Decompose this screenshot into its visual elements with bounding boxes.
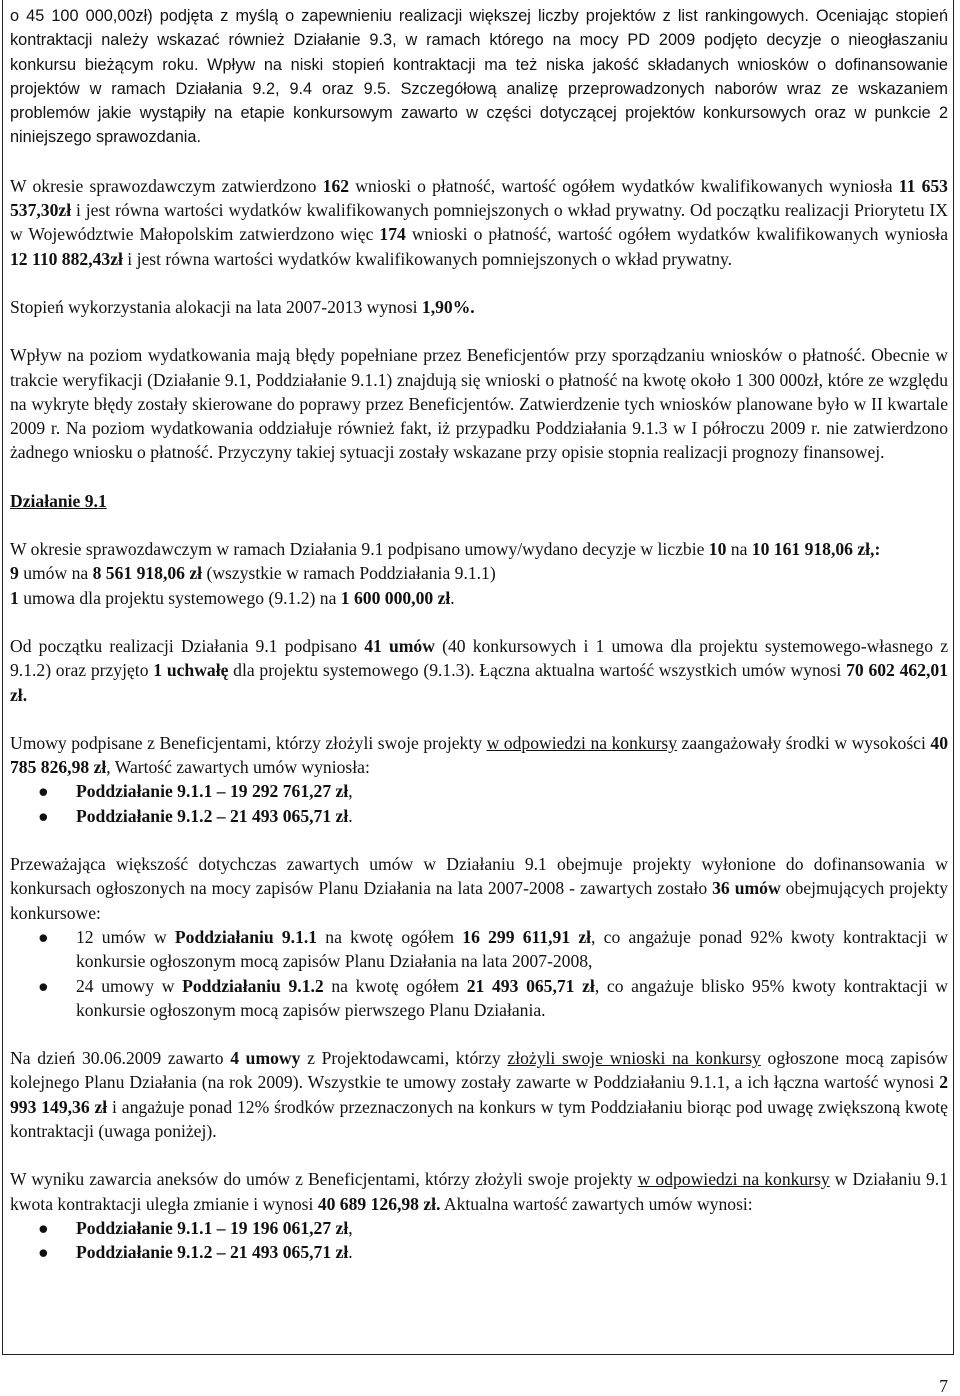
bullet-list [10, 1216, 948, 1265]
underlined-text: w odpowiedzi na konkursy [637, 1169, 830, 1190]
majority-contracts-paragraph [10, 852, 948, 925]
contracts-signed-paragraph [10, 537, 948, 610]
competition-contracts-paragraph [10, 731, 948, 780]
bold-value: 1 600 000,00 zł [340, 587, 451, 608]
text: w Działaniu 9.1 kwota kontraktacji uległa zmianie i wynosi [10, 1169, 948, 1214]
bullet-icon: ● [38, 1217, 49, 1238]
bold-value: 36 umów [712, 878, 781, 899]
bold-value: 174 [379, 224, 406, 245]
text: Na dzień 30.06.2009 zawarto [10, 1048, 231, 1069]
bold-value: 10 [708, 539, 727, 560]
text: zaangażowały środki w wysokości [677, 732, 931, 753]
bold-value: 41 umów [364, 635, 435, 656]
bullet-icon: ● [38, 805, 49, 826]
bold-value: 70 602 462,01 zł. [10, 660, 948, 705]
text: i jest równa wartości wydatków kwalifikowanych pomniejszonych o wkład prywatny. [122, 248, 733, 269]
text: umów na [18, 563, 93, 584]
bold-value: Poddziałaniu 9.1.1 [174, 926, 318, 947]
text: na [726, 539, 752, 560]
bold-value: 8 561 918,06 zł [92, 563, 203, 584]
bold-value: 9 [10, 563, 19, 584]
text: dla projektu systemowego (9.1.3). Łączna aktualna wartość wszystkich umów wynosi [228, 660, 847, 681]
bold-value: 1 uchwałę [153, 660, 229, 681]
bold-value: 4 umowy [230, 1048, 301, 1069]
text: . [450, 587, 455, 608]
text: 12 umów w [76, 926, 175, 947]
text: z Projektodawcami, którzy [300, 1048, 508, 1069]
bold-value: Poddziałanie 9.1.1 – 19 196 061,27 zł [76, 1217, 349, 1238]
text: (40 konkursowych i 1 umowa dla projektu systemowego-własnego z 9.1.2) oraz przyjęto [10, 635, 948, 681]
list-item [10, 1240, 948, 1264]
text: na kwotę ogółem [323, 975, 467, 996]
list-item [10, 925, 948, 974]
text: W wyniku zawarcia aneksów do umów z Beneficjentami, którzy złożyli swoje projekty [10, 1169, 638, 1190]
text: , Wartość zawartych umów wyniosła: [106, 757, 370, 778]
intro-paragraph: o 45 100 000,00zł) podjęta z myślą o zapewnieniu realizacji większej liczby projektów z list rankingowych. Oceniając stopień kontraktacji należy wskazać również Działanie 9.3, w ramach którego na mocy PD 2009 podjęto decyzje o nieogłaszaniu konkursu bieżącym roku. Wpływ na niski stopień kontraktacji ma też niska jakość składanych wniosków o dofinansowanie projektów w ramach Działania 9.2, 9.4 oraz 9.5. Szczegółową analizę przeprowadzonych naborów wraz ze wskazaniem problemów jakie wystąpiły na etapie konkursowym zawarto w części dotyczącej projektów konkursowych oraz w punkcie 2 niniejszego sprawozdania. [10, 7, 948, 147]
text: Umowy podpisane z Beneficjentami, którzy złożyli swoje projekty [10, 732, 487, 753]
text: na kwotę ogółem [317, 926, 463, 947]
annexes-paragraph [10, 1167, 948, 1216]
bold-value: Poddziałanie 9.1.2 – 21 493 065,71 zł [76, 805, 349, 826]
bold-value: 2 993 149,36 zł [10, 1072, 948, 1117]
bullet-list [10, 779, 948, 828]
bullet-icon: ● [38, 781, 49, 802]
document-body [10, 4, 948, 1264]
bold-value: 21 493 065,71 zł [466, 975, 595, 996]
bold-value: 40 689 126,98 zł. [317, 1193, 441, 1214]
text: wnioski o płatność, wartość ogółem wydatków kwalifikowanych wyniosła [349, 175, 899, 196]
total-contracts-paragraph [10, 634, 948, 707]
list-item [10, 1216, 948, 1240]
bold-value: Poddziałanie 9.1.2 – 21 493 065,71 zł [76, 1242, 349, 1263]
list-item [10, 804, 948, 828]
bold-value: 1,90%. [421, 296, 475, 317]
text: Stopień wykorzystania alokacji na lata 2007-2013 wynosi [10, 296, 422, 317]
text: W okresie sprawozdawczym w ramach Działania 9.1 podpisano umowy/wydano decyzje w liczbie [10, 539, 709, 560]
bullet-icon: ● [38, 1242, 49, 1263]
bold-value: 1 [10, 587, 19, 608]
text: i angażuje ponad 12% środków przeznaczonych na konkurs w tym Poddziałaniu biorąc pod uwagę zwiększoną kwotę kontraktacji (uwaga poniżej). [10, 1096, 948, 1141]
bullet-icon: ● [38, 975, 49, 996]
bold-value: Poddziałanie 9.1.1 – 19 292 761,27 zł [76, 781, 349, 802]
text: i jest równa wartości wydatków kwalifikowanych pomniejszonych o wkład prywatny. Od początku realizacji Priorytetu IX w Województwie Małopolskim zatwierdzono więc [10, 200, 948, 245]
text: . [348, 1242, 353, 1263]
text: ogłoszone mocą zapisów kolejnego Planu Działania (na rok 2009). Wszystkie te umowy zostały zawarte w Poddziałaniu 9.1.1, a ich łączna wartość wynosi [10, 1048, 948, 1093]
text: 24 umowy w [76, 975, 183, 996]
underlined-text: w odpowiedzi na konkursy [486, 732, 678, 753]
new-contracts-paragraph [10, 1046, 948, 1143]
text: (wszystkie w ramach Poddziałania 9.1.1) [202, 563, 496, 584]
text: , co angażuje ponad 92% kwoty kontraktacji w konkursie ogłoszonym mocą zapisów Planu Działania na lata 2007-2008, [76, 926, 948, 972]
bold-value: 162 [322, 175, 350, 196]
underlined-text: złożyli swoje wnioski na konkursy [507, 1048, 761, 1069]
spending-errors-paragraph: Wpływ na poziom wydatkowania mają błędy popełniane przez Beneficjentów przy sporządzaniu wniosków o płatność. Obecnie w trakcie weryfikacji (Działanie 9.1, Poddziałanie 9.1.1) znajdują się wnioski o płatność na kwotę około 1 300 000zł, które ze względu na wykryte błędy zostały skierowane do poprawy przez Beneficjentów. Zatwierdzenie tych wniosków planowane było w II kwartale 2009 r. Na poziom wydatkowania oddziałuje również fakt, iż przypadku Poddziałania 9.1.3 w I półroczu 2009 r. nie zatwierdzono żadnego wniosku o płatność. Przyczyny takiej sytuacji zostały wskazane przy opisie stopnia realizacji prognozy finansowej. [10, 345, 948, 463]
text: W okresie sprawozdawczym zatwierdzono [10, 175, 323, 196]
text: umowa dla projektu systemowego (9.1.2) na [18, 587, 341, 608]
list-item [10, 779, 948, 803]
text: . [348, 805, 353, 826]
text: wnioski o płatność, wartość ogółem wydatków kwalifikowanych wyniosła [405, 224, 949, 245]
text: , [348, 1217, 353, 1238]
bold-value: 12 110 882,43zł [10, 248, 123, 269]
text: Przeważająca większość dotychczas zawartych umów w Działaniu 9.1 obejmuje projekty wyłonione do dofinansowania w konkursach ogłoszonych na mocy zapisów Planu Działania na lata 2007-2008 - zawartych zostało [10, 854, 948, 899]
bold-value: 11 653 537,30zł [10, 175, 948, 221]
bullet-icon: ● [38, 926, 49, 947]
text: , [348, 781, 353, 802]
list-item [10, 974, 948, 1023]
text: Od początku realizacji Działania 9.1 podpisano [10, 635, 365, 656]
allocation-usage-paragraph [10, 295, 948, 319]
text: Aktualna wartość zawartych umów wynosi: [440, 1193, 753, 1214]
bold-value: 40 785 826,98 zł [10, 732, 948, 778]
bullet-list [10, 925, 948, 1022]
page-number: 7 [939, 1376, 948, 1396]
bold-value: 10 161 918,06 zł,: [751, 539, 881, 560]
bold-value: Poddziałaniu 9.1.2 [182, 975, 324, 996]
text: , co angażuje blisko 95% kwoty kontraktacji w konkursie ogłoszonym mocą zapisów pierwszego Planu Działania. [76, 975, 948, 1020]
section-heading: Działanie 9.1 [10, 490, 107, 511]
payment-requests-paragraph [10, 174, 948, 271]
text: obejmujących projekty konkursowe: [10, 878, 948, 923]
bold-value: 16 299 611,91 zł [462, 926, 592, 947]
